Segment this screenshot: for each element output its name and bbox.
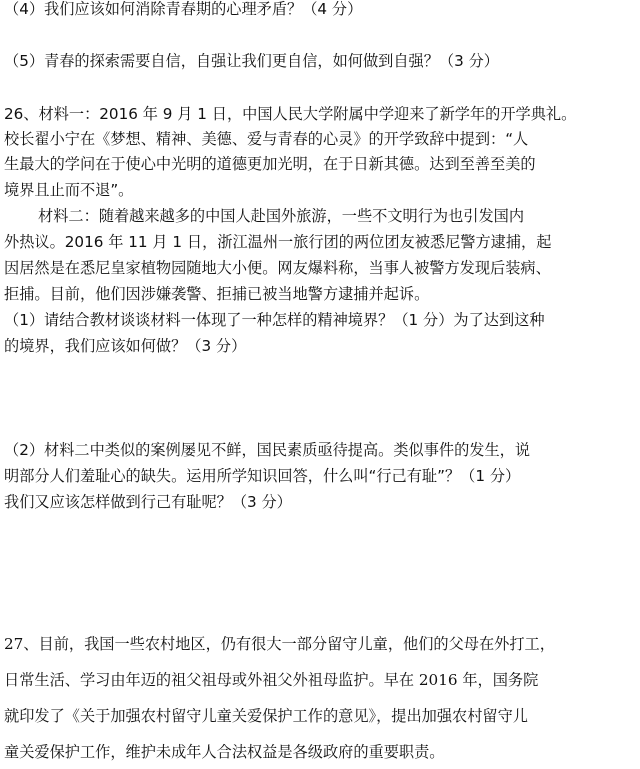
q26-material1-line-2: 校长翟小宁在《梦想、精神、美德、爱与青春的心灵》的开学致辞中提到：“人 — [4, 130, 529, 148]
q26-material2-line-3: 因居然是在悉尼皇家植物园随地大小便。网友爆料称，当事人被警方发现后装病、 — [4, 259, 551, 277]
q27-line-1: 27、目前，我国一些农村地区，仍有很大一部分留守儿童，他们的父母在外打工， — [4, 635, 555, 653]
q26-sub2-line-2: 明部分人们羞耻心的缺失。运用所学知识回答，什么叫“行己有耻”？（1 分） — [4, 467, 521, 485]
q27-line-2: 日常生活、学习由年迈的祖父祖母或外祖父外祖母监护。早在 2016 年，国务院 — [4, 671, 539, 689]
q27-line-4: 童关爱保护工作，维护未成年人合法权益是各级政府的重要职责。 — [4, 743, 445, 761]
q26-sub2-line-3: 我们又应该怎样做到行己有耻呢？（3 分） — [4, 493, 292, 511]
q27-line-3: 就印发了《关于加强农村留守儿童关爱保护工作的意见》，提出加强农村留守儿 — [4, 707, 528, 725]
q26-sub1-line-1: （1）请结合教材谈谈材料一体现了一种怎样的精神境界？（1 分）为了达到这种 — [4, 311, 545, 329]
q26-material1-line-3: 生最大的学问在于使心中光明的道德更加光明，在于日新其德。达到至善至美的 — [4, 155, 536, 173]
q26-sub1-line-2: 的境界，我们应该如何做？（3 分） — [4, 337, 247, 355]
q26-material2-line-1: 材料二：随着越来越多的中国人赴国外旅游，一些不文明行为也引发国内 — [38, 207, 524, 225]
question-4: （4）我们应该如何消除青春期的心理矛盾？（4 分） — [4, 0, 363, 18]
q26-material2-line-4: 拒捕。目前，他们因涉嫌袭警、拒捕已被当地警方逮捕并起诉。 — [4, 285, 430, 303]
q26-material2-line-2: 外热议。2016 年 11 月 1 日，浙江温州一旅行团的两位团友被悉尼警方逮捕，起 — [4, 233, 552, 251]
question-5: （5）青春的探索需要自信，自强让我们更自信，如何做到自强？（3 分） — [4, 52, 499, 70]
q26-material1-line-1: 26、材料一：2016 年 9 月 1 日，中国人民大学附属中学迎来了新学年的开学典礼。 — [4, 105, 577, 123]
q26-sub2-line-1: （2）材料二中类似的案例屡见不鲜，国民素质亟待提高。类似事件的发生，说 — [4, 441, 531, 459]
q26-material1-line-4: 境界且止而不退”。 — [4, 181, 134, 199]
